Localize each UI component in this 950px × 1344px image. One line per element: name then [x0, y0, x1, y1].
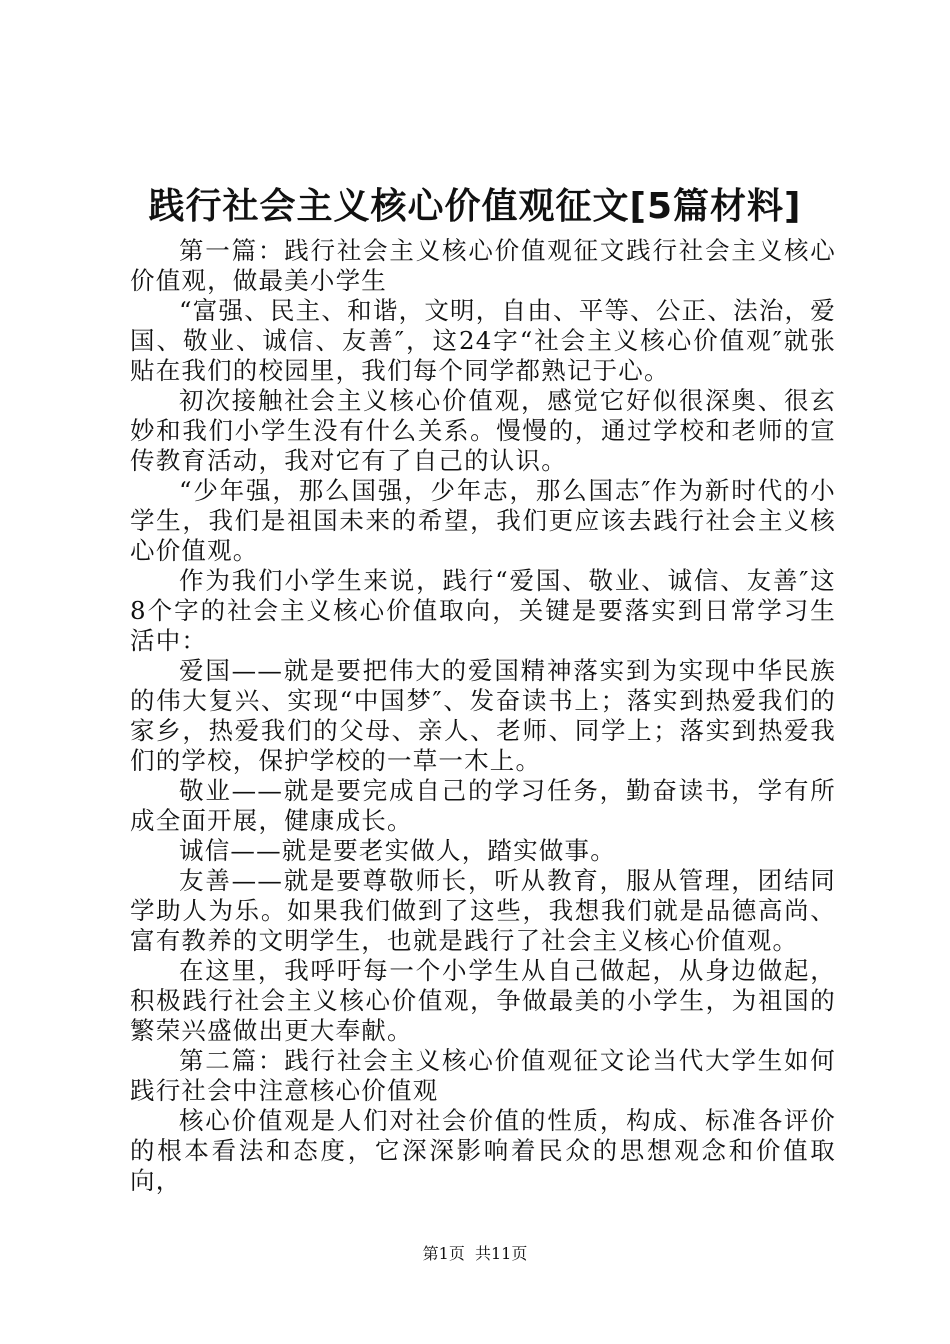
document-title: 践行社会主义核心价值观征文[5篇材料] [148, 186, 802, 227]
paragraph: 爱国——就是要把伟大的爱国精神落实到为实现中华民族的伟大复兴、实现“中国梦″、发奋读书上；落实到热爱我们的家乡，热爱我们的父母、亲人、老师、同学上；落实到热爱我们的学校，保护学校的一草一木上。 [130, 656, 836, 775]
document-body [130, 236, 836, 1196]
paragraph: 敬业——就是要完成自己的学习任务，勤奋读书，学有所成全面开展，健康成长。 [130, 776, 836, 835]
page-footer [0, 1243, 950, 1265]
paragraph: 诚信——就是要老实做人，踏实做事。 [179, 836, 616, 865]
paragraph: 友善——就是要尊敬师长，听从教育，服从管理，团结同学助人为乐。如果我们做到了这些，我想我们就是品德高尚、富有教养的文明学生，也就是践行了社会主义核心价值观。 [130, 866, 836, 955]
paragraph: 初次接触社会主义核心价值观，感觉它好似很深奥、很玄妙和我们小学生没有什么关系。慢慢的，通过学校和老师的宣传教育活动，我对它有了自己的认识。 [130, 386, 836, 475]
paragraph: “富强、民主、和谐，文明，自由、平等、公正、法治，爱国、敬业、诚信、友善″，这24字“社会主义核心价值观″就张贴在我们的校园里，我们每个同学都熟记于心。 [130, 296, 836, 385]
paragraph: 在这里，我呼吁每一个小学生从自己做起，从身边做起，积极践行社会主义核心价值观，争做最美的小学生，为祖国的繁荣兴盛做出更大奉献。 [130, 956, 836, 1045]
paragraph: 第一篇：践行社会主义核心价值观征文践行社会主义核心价值观，做最美小学生 [130, 236, 836, 295]
paragraph: 核心价值观是人们对社会价值的性质，构成、标准各评价的根本看法和态度，它深深影响着民众的思想观念和价值取向， [130, 1106, 836, 1195]
paragraph: “少年强，那么国强，少年志，那么国志″作为新时代的小学生，我们是祖国未来的希望，我们更应该去践行社会主义核心价值观。 [130, 476, 836, 565]
paragraph: 第二篇：践行社会主义核心价值观征文论当代大学生如何践行社会中注意核心价值观 [130, 1046, 836, 1105]
page-number: 第1页 共11页 [422, 1244, 528, 1263]
paragraph: 作为我们小学生来说，践行“爱国、敬业、诚信、友善″这8个字的社会主义核心价值取向，关键是要落实到日常学习生活中： [130, 566, 836, 655]
